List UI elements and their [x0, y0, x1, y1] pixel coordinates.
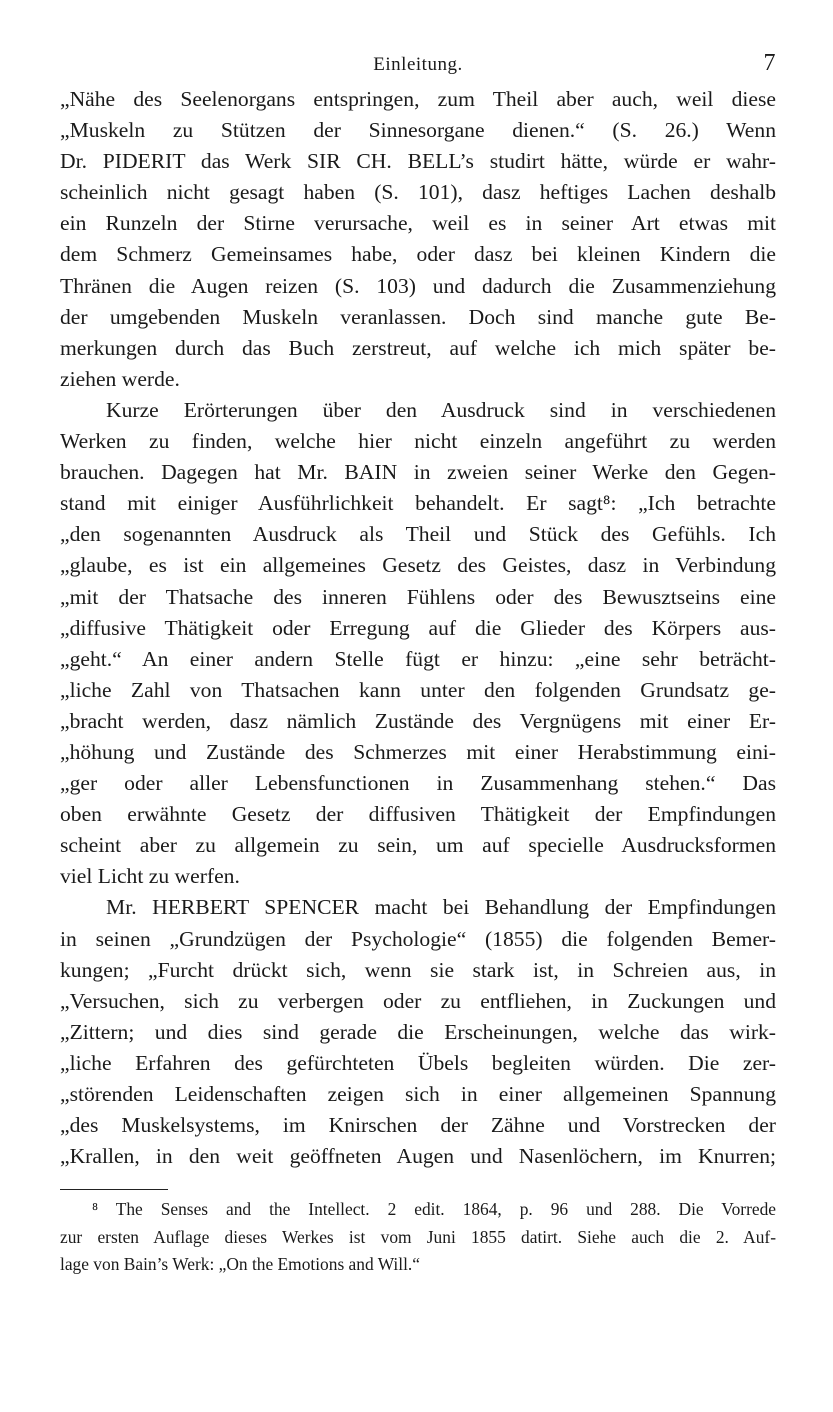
text-line: „den sogenannten Ausdruck als Theil und Stück des Gefühls. Ich: [60, 522, 776, 547]
text-line: oben erwähnte Gesetz der diffusiven Thätigkeit der Empfindungen: [60, 802, 776, 827]
text-line: „Krallen, in den weit geöffneten Augen und Nasenlöchern, im Knurren;: [60, 1144, 776, 1169]
text-line: „glaube, es ist ein allgemeines Gesetz des Geistes, dasz in Verbindung: [60, 553, 776, 578]
text-line: „diffusive Thätigkeit oder Erregung auf die Glieder des Körpers aus-: [60, 615, 776, 640]
text-line: kungen; „Furcht drückt sich, wenn sie stark ist, in Schreien aus, in: [60, 957, 776, 982]
text-line: Mr. HERBERT SPENCER macht bei Behandlung der Empfindungen: [106, 895, 776, 920]
text-line: Kurze Erörterungen über den Ausdruck sind in verschiedenen: [106, 397, 776, 422]
text-line: „Zittern; und dies sind gerade die Erscheinungen, welche das wirk-: [60, 1019, 776, 1044]
text-line: Werken zu finden, welche hier nicht einzeln angeführt zu werden: [60, 429, 776, 454]
paragraph-3: [60, 892, 776, 1172]
text-line: „höhung und Zustände des Schmerzes mit einer Herabstimmung eini-: [60, 739, 776, 764]
text-line: scheinlich nicht gesagt haben (S. 101), dasz heftiges Lachen deshalb: [60, 180, 776, 205]
text-line: Dr. PIDERIT das Werk SIR CH. BELL’s studirt hätte, würde er wahr-: [60, 149, 776, 174]
paragraph-2: [60, 395, 776, 893]
text-line: der umgebenden Muskeln veranlassen. Doch sind manche gute Be-: [60, 304, 776, 329]
text-line: ein Runzeln der Stirne verursache, weil es in seiner Art etwas mit: [60, 211, 776, 236]
text-line: „ger oder aller Lebensfunctionen in Zusammenhang stehen.“ Das: [60, 771, 776, 796]
body-text: [60, 84, 776, 1172]
footnote-line: zur ersten Auflage dieses Werkes ist vom Juni 1855 datirt. Siehe auch die 2. Auf-: [60, 1226, 776, 1247]
running-head-title: Einleitung.: [373, 54, 463, 75]
text-line: in seinen „Grundzügen der Psychologie“ (1855) die folgenden Bemer-: [60, 926, 776, 951]
text-line: „mit der Thatsache des inneren Fühlens oder des Bewusztseins eine: [60, 584, 776, 609]
footnote: [60, 1196, 776, 1279]
text-line: „Muskeln zu Stützen der Sinnesorgane dienen.“ (S. 26.) Wenn: [60, 118, 776, 143]
text-line: ziehen werde.: [60, 366, 180, 391]
text-line: „des Muskelsystems, im Knirschen der Zähne und Vorstrecken der: [60, 1113, 776, 1138]
text-line: „Versuchen, sich zu verbergen oder zu entfliehen, in Zuckungen und: [60, 988, 776, 1013]
footnote-line: lage von Bain’s Werk: „On the Emotions and Will.“: [60, 1254, 420, 1275]
text-line: „geht.“ An einer andern Stelle fügt er hinzu: „eine sehr beträcht-: [60, 646, 776, 671]
text-line: „liche Erfahren des gefürchteten Übels begleiten würden. Die zer-: [60, 1050, 776, 1075]
text-line: „Nähe des Seelenorgans entspringen, zum Theil aber auch, weil diese: [60, 87, 776, 111]
text-line: merkungen durch das Buch zerstreut, auf welche ich mich später be-: [60, 335, 776, 360]
footnote-divider: [60, 1189, 168, 1190]
text-line: scheint aber zu allgemein zu sein, um auf specielle Ausdrucksformen: [60, 833, 776, 858]
book-page: [60, 50, 776, 1279]
text-line: stand mit einiger Ausführlichkeit behandelt. Er sagt⁸: „Ich betrachte: [60, 491, 776, 516]
page-number: 7: [763, 50, 776, 76]
text-line: dem Schmerz Gemeinsames habe, oder dasz bei kleinen Kindern die: [60, 242, 776, 267]
text-line: brauchen. Dagegen hat Mr. BAIN in zweien seiner Werke den Gegen-: [60, 460, 776, 485]
footnote-line: ⁸ The Senses and the Intellect. 2 edit. 1864, p. 96 und 288. Die Vorrede: [92, 1199, 776, 1220]
text-line: „bracht werden, dasz nämlich Zustände des Vergnügens mit einer Er-: [60, 708, 776, 733]
text-line: „störenden Leidenschaften zeigen sich in einer allgemeinen Spannung: [60, 1082, 776, 1106]
text-line: Thränen die Augen reizen (S. 103) und dadurch die Zusammenziehung: [60, 273, 776, 298]
paragraph-1: [60, 84, 776, 395]
text-line: „liche Zahl von Thatsachen kann unter den folgenden Grundsatz ge-: [60, 677, 776, 702]
text-line: viel Licht zu werfen.: [60, 864, 240, 889]
running-head: [60, 50, 776, 84]
